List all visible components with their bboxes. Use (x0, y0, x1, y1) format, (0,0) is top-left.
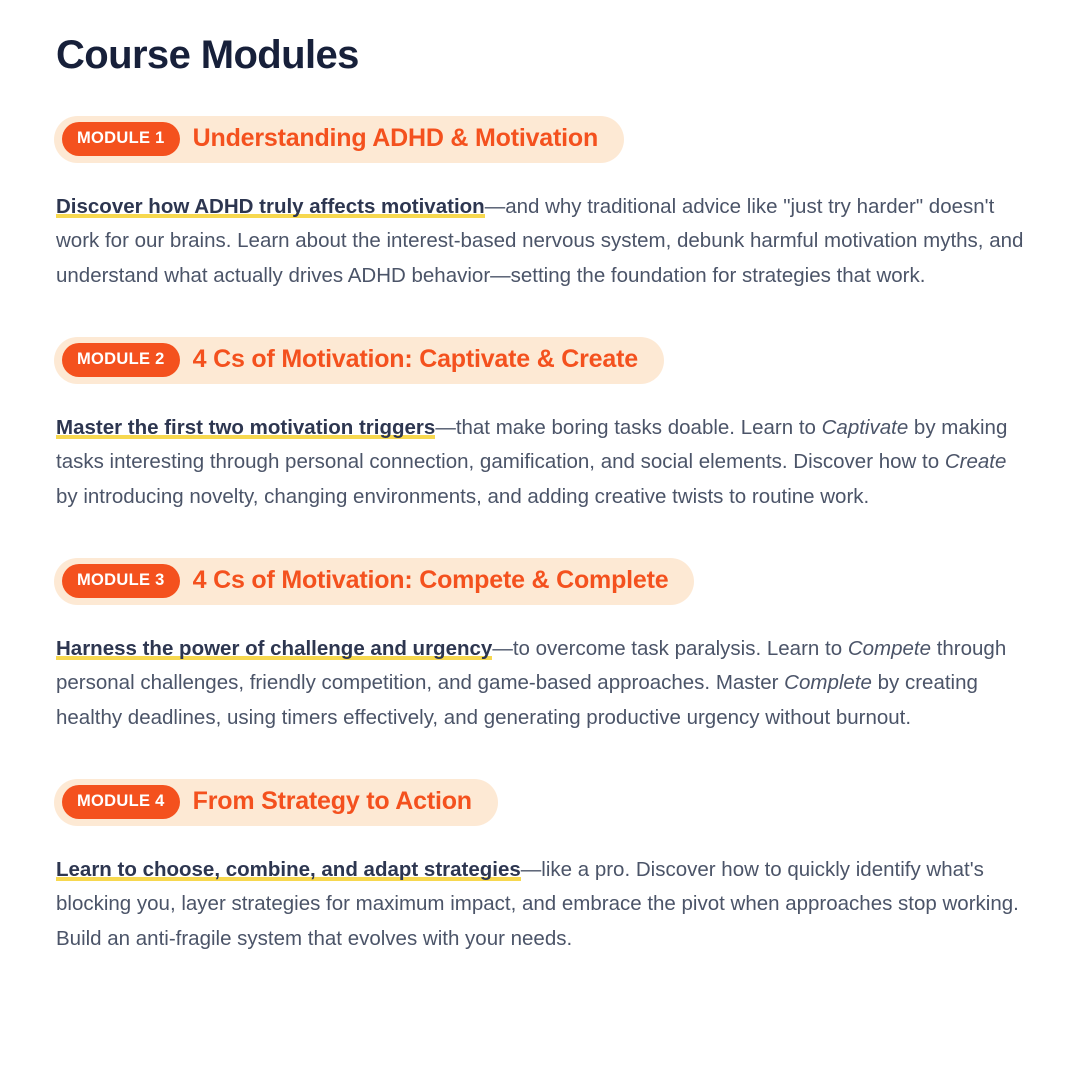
page-title: Course Modules (56, 33, 359, 77)
module-item (54, 116, 1044, 293)
module-title: From Strategy to Action (192, 787, 472, 816)
module-number-badge: MODULE 1 (62, 122, 180, 156)
module-title: 4 Cs of Motivation: Compete & Complete (192, 566, 669, 595)
module-lead-highlight: Discover how ADHD truly affects motivation (56, 194, 485, 218)
module-description (56, 853, 1031, 957)
description-text: —like a pro. Discover how to quickly identify what's blocking you, layer strategies for maximum impact, and embrace the pivot when approaches stop working. Build an anti-fragile system that evolves with your needs. (56, 857, 1019, 950)
module-header-3[interactable] (54, 558, 694, 605)
module-description (56, 190, 1031, 294)
description-text: by introducing novelty, changing environments, and adding creative twists to routine work. (56, 484, 870, 508)
module-lead-highlight: Harness the power of challenge and urgency (56, 636, 493, 660)
description-text: —that make boring tasks doable. Learn to (435, 415, 822, 439)
module-description (56, 632, 1031, 736)
module-list (54, 116, 1044, 956)
emphasis-term: Captivate (821, 415, 909, 439)
module-header-1[interactable] (54, 116, 624, 163)
module-lead-highlight: Learn to choose, combine, and adapt strategies (56, 857, 521, 881)
module-number-badge: MODULE 3 (62, 564, 180, 598)
emphasis-term: Create (944, 450, 1007, 473)
module-title: Understanding ADHD & Motivation (192, 124, 599, 153)
description-text: by creating healthy deadlines, using timers effectively, and generating productive urgency without burnout. (56, 671, 978, 729)
module-number-badge: MODULE 4 (62, 785, 180, 819)
description-text: by making tasks interesting through personal connection, gamification, and social elements. Discover how to (56, 415, 1008, 473)
module-description (56, 411, 1031, 515)
module-item (54, 779, 1044, 956)
module-lead-highlight: Master the first two motivation triggers (56, 415, 436, 439)
emphasis-term: Complete (784, 671, 872, 694)
module-item (54, 337, 1044, 514)
description-text: through personal challenges, friendly competition, and game-based approaches. Master (56, 636, 1007, 694)
description-text: —to overcome task paralysis. Learn to (492, 636, 848, 660)
module-number-badge: MODULE 2 (62, 343, 180, 377)
description-text: —and why traditional advice like "just try harder" doesn't work for our brains. Learn about the interest-based nervous system, debunk harmful motivation myths, and understand what actually drives ADHD behavior—setting the foundation for strategies that work. (56, 194, 1024, 287)
module-header-4[interactable] (54, 779, 498, 826)
module-item (54, 558, 1044, 735)
emphasis-term: Compete (847, 636, 931, 660)
module-title: 4 Cs of Motivation: Captivate & Create (192, 345, 638, 374)
module-header-2[interactable] (54, 337, 664, 384)
